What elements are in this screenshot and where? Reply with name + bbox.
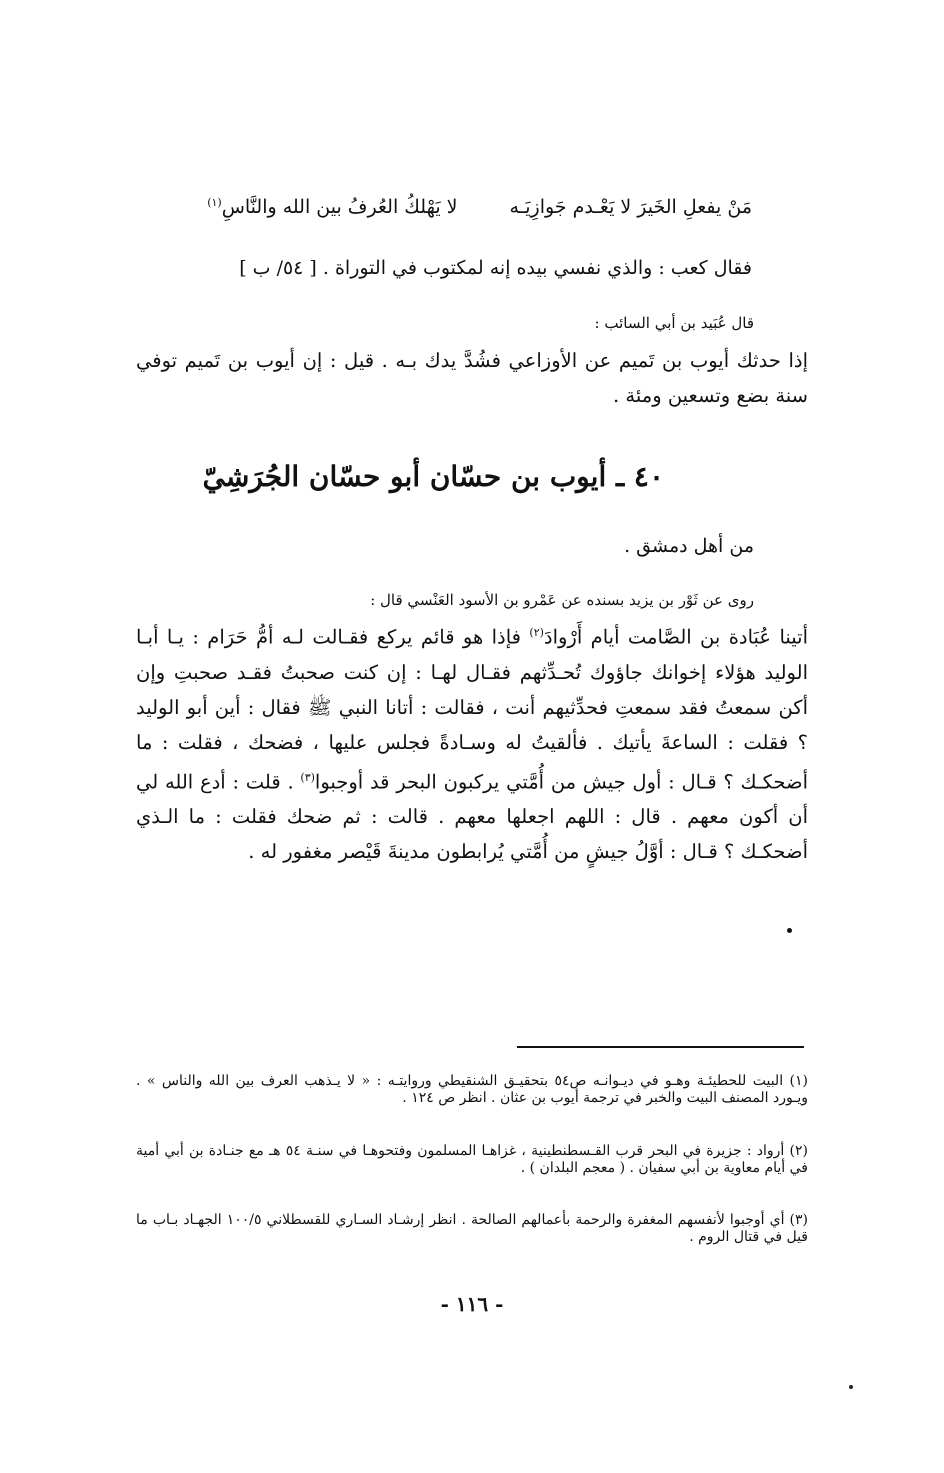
ubayd-text: إذا حدثك أيوب بن تَميم عن الأوزاعي فشُدَّ يدك بـه . قيل : إن أيوب بن تَميم توفي سنة بضع وتسعين ومئة .: [136, 349, 808, 407]
riwaya-intro: روى عن ثَوْر بن يزيد بسنده عن عَمْرو بن الأسود العَنْسي قال :: [370, 591, 754, 609]
footnote-1: (١) البيت للحطيئـة وهـو في ديـوانـه ص٥٤ بتحقيـق الشنقيطي وروايتـه : « لا يـذهب العرف بين الله والناس » . ويـورد المصنف البيت والخبر في ترجمة أيوب بن عثان . انظر ص ١٢٤ .: [136, 1073, 808, 1106]
origin-line: من أهل دمشق .: [624, 535, 754, 557]
biography-heading: ٤٠ ـ أيوب بن حسّان أبو حسّان الجُرَشِيّ: [202, 460, 664, 493]
hadith-part-3: . قلت : أدع الله لي أن أكون معهم . قال : اللهم اجعلها معهم . قالت : ثم ضحك فقلت : ما الـذي أضحكـك ؟ قـال : أوَّلُ جيشٍ من أُمَّتي يُرابطون مدينةَ قَيْصر مغفور له .: [136, 770, 808, 863]
verse-right-hemistich: مَنْ يفعلِ الخَيرَ لا يَعْـدم جَوازِيَـه: [509, 196, 752, 219]
hadith-part-2: فإذا هو قائم يركع فقـالت لـه أمُّ حَرَام : يـا أبـا الوليد هؤلاء إخوانك جاؤوك تُحـدِّثهم فقـال لهـا : إن كنت صحبتُ فقـد صحبتِ وإن أكن سمعتُ فقد سمعتِ فحدِّثيهم أنت ، فقالت : أتانا النبي ﷺ فقال : أين أبو الوليد ؟ فقلت : الساعةَ يأتيك . فألقيتُ له وسـادةً فجلس عليها ، فضحك ، فقلت : ما أضحكـك ؟ قـال : أول جيش من أُمَّتي يركبون البحر قد أوجبوا: [136, 625, 808, 793]
footnote-marker-3: (٣): [300, 770, 315, 784]
footnote-3: (٣) أي أوجبوا لأنفسهم المغفرة والرحمة بأعمالهم الصالحة . انظر إرشـاد السـاري للقسطلاني ١٠٠/٥ الجهـاد بـاب ما قيل في قتال الروم .: [136, 1212, 808, 1245]
footnote-separator: [517, 1046, 804, 1048]
kaab-line: فقال كعب : والذي نفسي بيده إنه لمكتوب في التوراة . [ ٥٤/ ب ]: [239, 257, 752, 279]
footnote-marker-2: (٢): [529, 626, 544, 639]
hadith-text: [136, 615, 808, 869]
footnote-marker-1: (١): [207, 196, 222, 209]
page-number: - ١١٦ -: [440, 1292, 504, 1316]
verse-left-hemistich: لا يَهْلكُ العُرفُ بين الله والنَّاسِ: [221, 196, 458, 219]
poetry-verse: [207, 196, 752, 218]
ubayd-intro: قال عُبَيد بن أبي السائب :: [594, 314, 754, 332]
hadith-part-1: أتينا عُبَادة بن الصَّامت أيام أَرْوادَ: [543, 625, 808, 649]
dot-mark: [787, 928, 792, 933]
dot-mark-corner: [849, 1385, 853, 1389]
footnote-2: (٢) أرواد : جزيرة في البحر قرب القـسطنطينية ، غزاهـا المسلمون وفتحوهـا في سنـة ٥٤ هـ مع جنـادة بن أبي أمية في أيام معاوية بن أبي سفيان . ( معجم البلدان ) .: [136, 1143, 808, 1176]
